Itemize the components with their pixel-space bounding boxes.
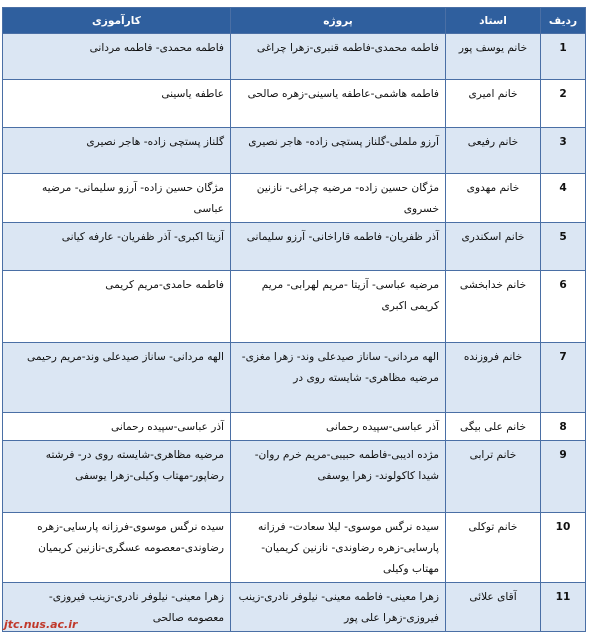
internship-cell: سیده نرگس موسوی-فرزانه پارسایی-زهره رضاوندی-معصومه عسگری-نازنین کریمیان xyxy=(3,513,231,583)
row-index-cell: 7 xyxy=(541,343,586,413)
internship-cell: زهرا معینی- نیلوفر نادری-زینب فیروزی- معصومه صالحی xyxy=(3,583,231,632)
project-cell: آذر ظفریان- فاطمه قاراخانی- آرزو سلیمانی xyxy=(231,223,446,271)
table-row xyxy=(3,174,586,223)
site-watermark: jtc.nus.ac.ir xyxy=(4,618,78,631)
assignments-table xyxy=(2,7,586,632)
project-cell: فاطمه هاشمی-عاطفه یاسینی-زهره صالحی xyxy=(231,80,446,128)
internship-cell: فاطمه حامدی-مریم کریمی xyxy=(3,271,231,343)
internship-cell: الهه مردانی- ساناز صیدعلی وند-مریم رحیمی xyxy=(3,343,231,413)
instructor-cell: خانم رفیعی xyxy=(446,128,541,174)
instructor-cell: خانم خدابخشی xyxy=(446,271,541,343)
instructor-cell: خانم اسکندری xyxy=(446,223,541,271)
table-row xyxy=(3,413,586,441)
header-idx: ردیف xyxy=(541,8,586,34)
table-row xyxy=(3,223,586,271)
table-row xyxy=(3,80,586,128)
project-cell: آذر عباسی-سپیده رحمانی xyxy=(231,413,446,441)
internship-cell: گلناز پستچی زاده- هاجر نصیری xyxy=(3,128,231,174)
instructor-cell: خانم فروزنده xyxy=(446,343,541,413)
table-row xyxy=(3,343,586,413)
row-index-cell: 6 xyxy=(541,271,586,343)
header-instructor: استاد xyxy=(446,8,541,34)
instructor-cell: خانم امیری xyxy=(446,80,541,128)
project-cell: زهرا معینی- فاطمه معینی- نیلوفر نادری-زینب فیروزی-زهرا علی پور xyxy=(231,583,446,632)
instructor-cell: خانم توکلی xyxy=(446,513,541,583)
project-cell: مژده ادیبی-فاطمه حبیبی-مریم خرم روان- شیدا کاکولوند- زهرا یوسفی xyxy=(231,441,446,513)
row-index-cell: 11 xyxy=(541,583,586,632)
header-interns: کارآموزی xyxy=(3,8,231,34)
internship-cell: مژگان حسین زاده- آرزو سلیمانی- مرضیه عباسی xyxy=(3,174,231,223)
row-index-cell: 1 xyxy=(541,34,586,80)
project-cell: الهه مردانی- ساناز صیدعلی وند- زهرا مغزی- مرضیه مظاهری- شایسته روی در xyxy=(231,343,446,413)
row-index-cell: 8 xyxy=(541,413,586,441)
project-cell: مرضیه عباسی- آزیتا -مریم لهرابی- مریم کریمی اکبری xyxy=(231,271,446,343)
table-row xyxy=(3,34,586,80)
table-body xyxy=(3,34,586,632)
project-cell: آرزو ململی-گلناز پستچی زاده- هاجر نصیری xyxy=(231,128,446,174)
internship-cell: آذر عباسی-سپیده رحمانی xyxy=(3,413,231,441)
table-row xyxy=(3,128,586,174)
row-index-cell: 2 xyxy=(541,80,586,128)
instructor-cell: خانم علی بیگی xyxy=(446,413,541,441)
instructor-cell: خانم مهدوی xyxy=(446,174,541,223)
internship-cell: فاطمه محمدی- فاطمه مردانی xyxy=(3,34,231,80)
project-cell: مژگان حسین زاده- مرضیه چراغی- نازنین خسروی xyxy=(231,174,446,223)
table-row xyxy=(3,441,586,513)
project-cell: فاطمه محمدی-فاطمه قنبری-زهرا چراغی xyxy=(231,34,446,80)
header-project: پروژه xyxy=(231,8,446,34)
internship-cell: عاطفه یاسینی xyxy=(3,80,231,128)
internship-cell: مرضیه مظاهری-شایسته روی در- فرشته رضاپور-مهتاب وکیلی-زهرا یوسفی xyxy=(3,441,231,513)
table-row xyxy=(3,513,586,583)
table-row xyxy=(3,271,586,343)
instructor-cell: خانم یوسف پور xyxy=(446,34,541,80)
table-header-row xyxy=(3,8,586,34)
row-index-cell: 4 xyxy=(541,174,586,223)
row-index-cell: 3 xyxy=(541,128,586,174)
row-index-cell: 5 xyxy=(541,223,586,271)
row-index-cell: 10 xyxy=(541,513,586,583)
internship-cell: آزیتا اکبری- آذر ظفریان- عارفه کیانی xyxy=(3,223,231,271)
row-index-cell: 9 xyxy=(541,441,586,513)
project-cell: سیده نرگس موسوی- لیلا سعادت- فرزانه پارسایی-زهره رضاوندی- نازنین کریمیان-مهتاب وکیلی xyxy=(231,513,446,583)
instructor-cell: خانم ترابی xyxy=(446,441,541,513)
instructor-cell: آقای علائی xyxy=(446,583,541,632)
table-row xyxy=(3,583,586,632)
